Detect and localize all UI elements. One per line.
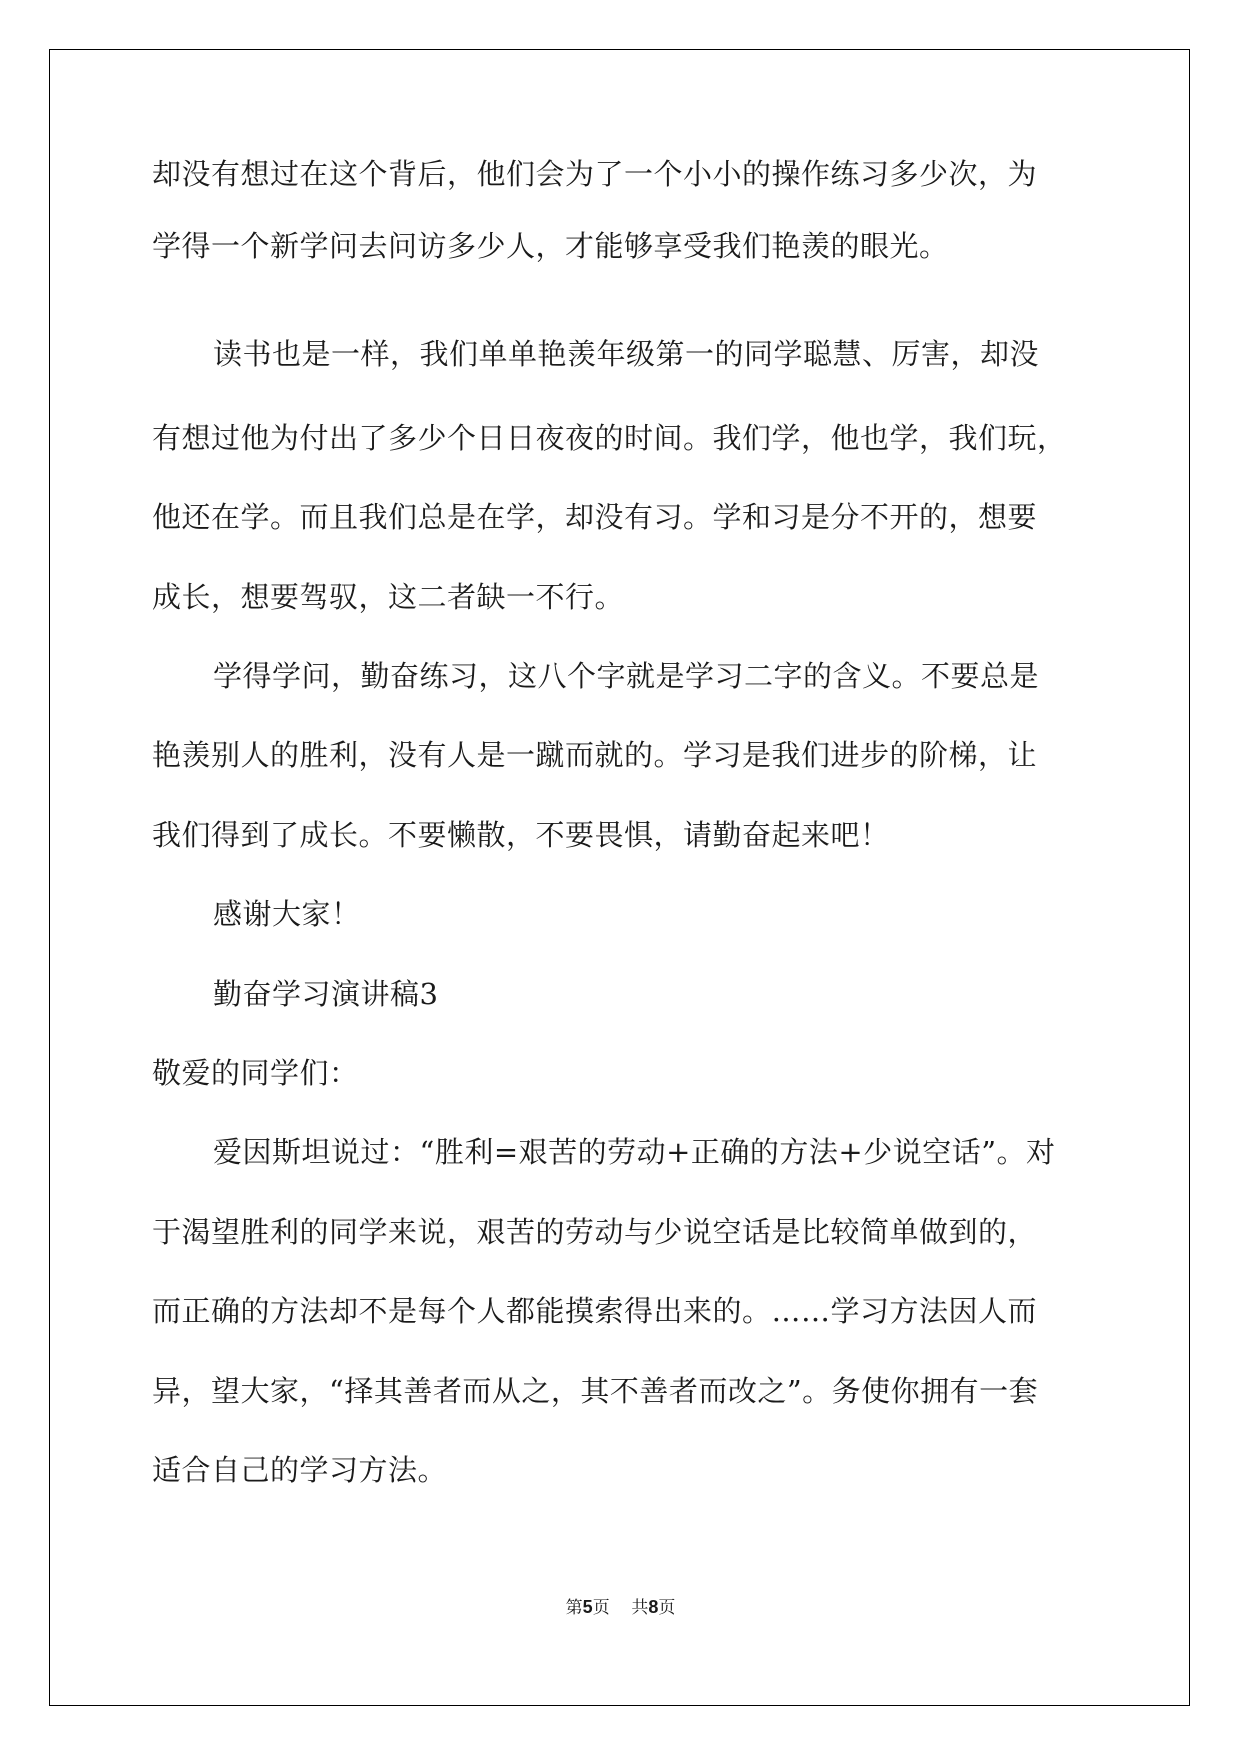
salutation: 敬爱的同学们： bbox=[152, 1056, 359, 1090]
total-suffix: 页 bbox=[658, 1598, 676, 1618]
page-footer bbox=[0, 1595, 1241, 1620]
text-line: 成长，想要驾驭，这二者缺一不行。 bbox=[152, 580, 625, 614]
text-line: 我们得到了成长。不要懒散，不要畏惧，请勤奋起来吧！ bbox=[152, 818, 890, 852]
paragraph-start-line: 爱因斯坦说过：“胜利=艰苦的劳动+正确的方法+少说空话”。对 bbox=[213, 1135, 1056, 1169]
text-line: 于渴望胜利的同学来说，艰苦的劳动与少说空话是比较简单做到的， bbox=[152, 1215, 1038, 1249]
page-number: 5 bbox=[582, 1597, 593, 1617]
text-line: 有想过他为付出了多少个日日夜夜的时间。我们学，他也学，我们玩， bbox=[152, 421, 1067, 455]
paragraph-start-line: 学得学问，勤奋练习，这八个字就是学习二字的含义。不要总是 bbox=[213, 659, 1040, 693]
closing-line: 感谢大家！ bbox=[213, 897, 361, 931]
text-line: 他还在学。而且我们总是在学，却没有习。学和习是分不开的，想要 bbox=[152, 500, 1038, 534]
total-prefix: 共 bbox=[631, 1598, 649, 1618]
text-line: 异，望大家，“择其善者而从之，其不善者而改之”。务使你拥有一套 bbox=[152, 1374, 1039, 1408]
total-pages: 8 bbox=[648, 1597, 659, 1617]
page-suffix: 页 bbox=[592, 1598, 610, 1618]
section-title: 勤奋学习演讲稿3 bbox=[213, 977, 439, 1011]
paragraph-start-line: 读书也是一样，我们单单艳羡年级第一的同学聪慧、厉害，却没 bbox=[213, 337, 1040, 371]
text-line: 适合自己的学习方法。 bbox=[152, 1453, 448, 1487]
text-line: 而正确的方法却不是每个人都能摸索得出来的。……学习方法因人而 bbox=[152, 1294, 1038, 1328]
text-line: 学得一个新学问去问访多少人，才能够享受我们艳羡的眼光。 bbox=[152, 229, 949, 263]
page-prefix: 第 bbox=[565, 1598, 583, 1618]
text-line: 艳羡别人的胜利，没有人是一蹴而就的。学习是我们进步的阶梯，让 bbox=[152, 738, 1038, 772]
text-line: 却没有想过在这个背后，他们会为了一个小小的操作练习多少次，为 bbox=[152, 157, 1038, 191]
